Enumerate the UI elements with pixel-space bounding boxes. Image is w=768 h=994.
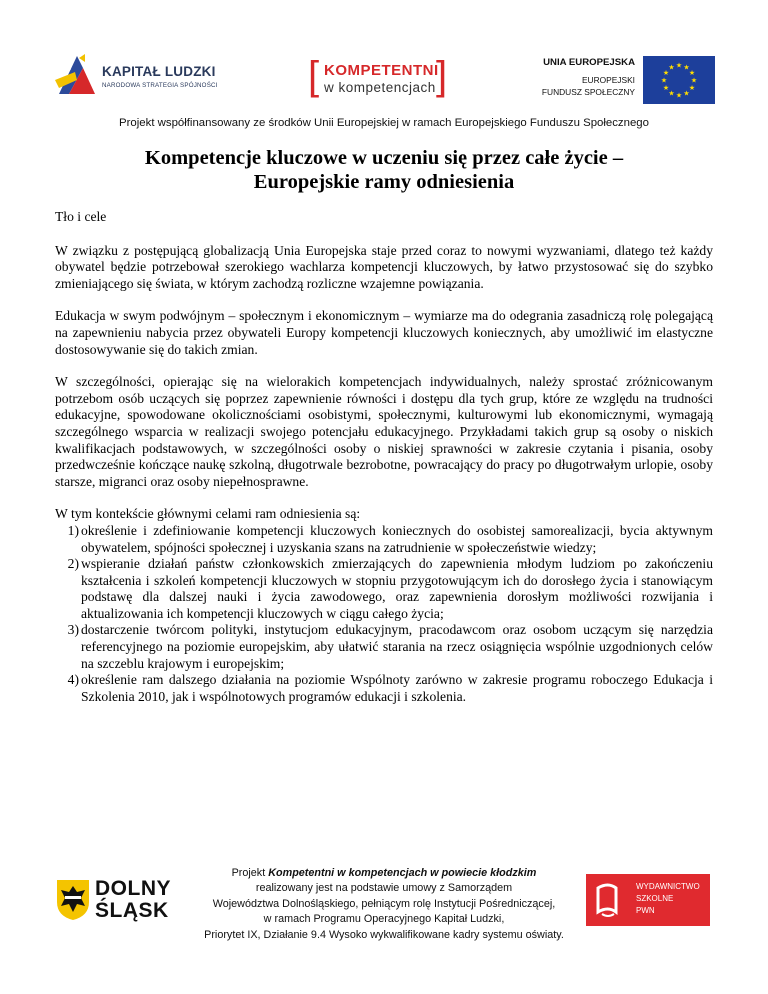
- unia-europejska-logo: [525, 55, 715, 105]
- list-item-text: dostarczenie twórcom polityki, instytucjom edukacyjnym, pracodawcom oraz osobom uczącym się narzędzia referencyjnego na poziomie europejskim, aby ułatwić starania na rzecz osiągnięcia wspólnie uzgodnionych celów na szczeblu krajowym i europejskim;: [81, 622, 713, 671]
- title-line-2: Europejskie ramy odniesienia: [253, 171, 515, 193]
- footer-line: Województwa Dolnośląskiego, pełniącym rolę Instytucji Pośredniczącej,: [212, 897, 556, 910]
- dolny-slask-line2: ŚLĄSK: [95, 899, 169, 922]
- document-body: [55, 209, 713, 705]
- eu-star-icon: ★: [662, 69, 670, 77]
- footer-line: Priorytet IX, Działanie 9.4 Wysoko wykwalifikowane kadry systemu oświaty.: [204, 928, 564, 941]
- kapital-ludzki-logo: [55, 50, 245, 104]
- paragraph: W związku z postępującą globalizacją Unia Europejska staje przed coraz to nowymi wyzwaniami, dlatego też każdy obywatel będzie potrzebował szerokiego wachlarza kompetencji kluczowych, by łatwo przystosować się do szybko zmieniającego się świata, w którym zachodzą rozliczne wzajemne powiązania.: [55, 242, 713, 291]
- eu-star-icon: ★: [662, 84, 670, 92]
- dolny-slask-logo: [55, 876, 195, 926]
- list-item: [55, 523, 713, 556]
- goals-list: [55, 523, 713, 706]
- eu-star-icon: ★: [668, 63, 675, 72]
- pwn-text: [636, 881, 700, 917]
- footer-project-prefix: Projekt: [231, 867, 269, 879]
- pwn-line1: WYDAWNICTWO: [636, 882, 700, 891]
- list-item-number: 3): [67, 622, 79, 638]
- pwn-logo: [586, 874, 710, 926]
- eu-star-icon: ★: [660, 76, 668, 85]
- pwn-line3: PWN: [636, 906, 655, 915]
- pwn-emblem-icon: [586, 874, 630, 926]
- eu-star-icon: ★: [690, 76, 698, 85]
- paragraph: Edukacja w swym podwójnym – społecznym i ekonomicznym – wymiarze ma do odegrania zasadniczą rolę polegającą na zapewnieniu nabycia przez obywateli Europy kompetencji kluczowych koniecznych, aby umożliwić im elastyczne dostosowywanie się do takich zmian.: [55, 308, 713, 357]
- eu-star-icon: ★: [683, 89, 690, 98]
- list-item: [55, 672, 713, 705]
- eagle-crest-icon: [55, 876, 91, 920]
- footer-line: realizowany jest na podstawie umowy z Samorządem: [255, 882, 513, 895]
- kompetentni-logo: [308, 54, 448, 102]
- dolny-slask-text: [95, 878, 171, 922]
- list-item-text: wspieranie działań państw członkowskich zmierzających do zapewnienia młodym ludziom po zakończeniu kształcenia i szkoleń kompetencji kluczowych w stopniu przygotowującym ich do dorosłego życia i stanowiącym podstawę dla dalszej nauki i życia zawodowego, oraz zapewnienia dorosłym możliwości rozwijania i aktualizowania ich kompetencji kluczowych w ciągu całego życia;: [81, 556, 713, 621]
- eu-star-icon: ★: [675, 61, 683, 70]
- kapital-ludzki-emblem-icon: [55, 50, 99, 104]
- eu-star-icon: ★: [668, 89, 675, 98]
- bracket-close: ]: [436, 54, 448, 98]
- eu-star-icon: ★: [688, 69, 696, 77]
- list-item-number: 2): [67, 556, 79, 572]
- section-heading: Tło i cele: [55, 209, 107, 224]
- list-item: [55, 556, 713, 622]
- kompetentni-line1: KOMPETENTNI: [324, 62, 439, 79]
- footer-project-name: Kompetentni w kompetencjach w powiecie kłodzkim: [268, 867, 537, 879]
- unia-title: UNIA EUROPEJSKA: [543, 57, 635, 68]
- footer-project-info: [200, 866, 568, 943]
- eu-flag-icon: [643, 56, 715, 104]
- kapital-ludzki-title: KAPITAŁ LUDZKI: [102, 64, 216, 79]
- kompetentni-line2: w kompetencjach: [324, 80, 436, 95]
- eu-star-icon: ★: [675, 91, 683, 100]
- list-item-text: określenie ram dalszego działania na poziomie Wspólnoty zarówno w zakresie programu roboczego Edukacja i Szkolenia 2010, jak i wspólnotowych programów edukacji i szkolenia.: [81, 672, 713, 704]
- eu-star-icon: ★: [683, 63, 690, 72]
- document-title: [60, 146, 708, 194]
- dolny-slask-line1: DOLNY: [95, 877, 171, 900]
- footer-line: w ramach Programu Operacyjnego Kapitał Ludzki,: [263, 913, 505, 926]
- paragraph: W szczególności, opierając się na wielorakich kompetencjach indywidualnych, należy sprostać zróżnicowanym potrzebom osób uczących się poprzez zapewnienie równości i dostępu dla tych grup, które ze względu na trudności edukacyjne, spowodowane okolicznościami osobistymi, społecznymi, kulturowymi lub ekonomicznymi, wymagają szczególnego wsparcia w realizacji swojego potencjału edukacyjnego. Przykładami takich grup są osoby o niskich kwalifikacjach podstawowych, w szczególności osoby o niskiej sprawności w zakresie czytania i pisania, osoby przedwcześnie kończące naukę szkolną, długotrwale bezrobotne, powracający do pracy po długotrwałym urlopie, osoby starsze, migranci oraz osoby niepełnosprawne.: [55, 374, 713, 489]
- title-line-1: Kompetencje kluczowe w uczeniu się przez całe życie –: [144, 147, 624, 169]
- list-intro: W tym kontekście głównymi celami ram odniesienia są:: [55, 506, 361, 522]
- pwn-line2: SZKOLNE: [636, 894, 674, 903]
- list-item-text: określenie i zdefiniowanie kompetencji kluczowych koniecznych do osobistej samorealizacji, bycia aktywnym obywatelem, spójności społecznej i uzyskania szans na zatrudnienie w społeczeństwie wiedzy;: [81, 522, 713, 555]
- cofinancing-note: Projekt współfinansowany ze środków Unii Europejskiej w ramach Europejskiego Funduszu Społecznego: [119, 117, 649, 129]
- list-item: [55, 622, 713, 672]
- bracket-open: [: [308, 54, 320, 98]
- unia-fund: [542, 75, 635, 98]
- footer-project-line: [200, 866, 568, 881]
- list-item-number: 4): [67, 672, 79, 688]
- unia-fund-line2: FUNDUSZ SPOŁECZNY: [541, 86, 635, 97]
- list-item-number: 1): [67, 522, 79, 538]
- unia-fund-line1: EUROPEJSKI: [581, 75, 635, 85]
- eu-star-icon: ★: [688, 84, 696, 92]
- kapital-ludzki-subtitle: NARODOWA STRATEGIA SPÓJNOŚCI: [102, 82, 218, 89]
